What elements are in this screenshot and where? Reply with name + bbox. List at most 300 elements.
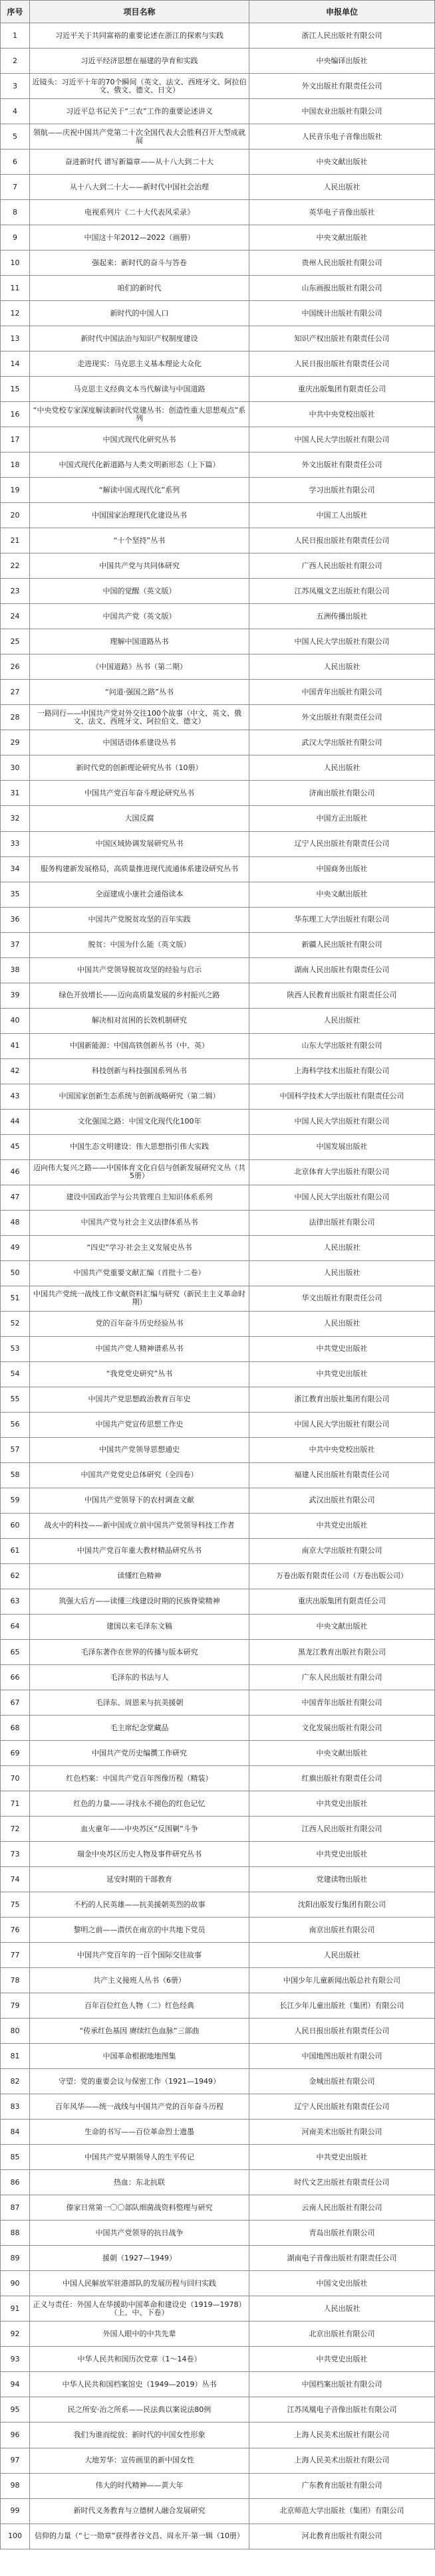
row-project-title: 中国共产党宣传思想工作史: [30, 1412, 249, 1437]
table-row: [1, 1741, 435, 1766]
row-project-title: 习近平经济思想在福建的孕育和实践: [30, 49, 249, 74]
row-publisher: 云南人民出版社有限公司: [249, 2195, 435, 2221]
row-publisher: 中央文献出版社: [249, 225, 435, 250]
row-publisher: 万卷出版有限责任公司（万卷出版公司）: [249, 1563, 435, 1589]
row-project-title: 中国共产党党史总体研究（全四卷）: [30, 1462, 249, 1488]
row-seq: 13: [1, 326, 30, 351]
row-seq: 58: [1, 1462, 30, 1488]
row-project-title: 文化强国之路：中国文化现代化100年: [30, 1109, 249, 1134]
row-publisher: 中国人民大学出版社有限公司: [249, 1109, 435, 1134]
row-project-title: 毛泽东、周恩来与抗美援朝: [30, 1690, 249, 1716]
row-publisher: 中共党史出版社: [249, 2145, 435, 2170]
row-seq: 10: [1, 250, 30, 276]
row-seq: 75: [1, 1892, 30, 1918]
row-seq: 39: [1, 983, 30, 1008]
row-seq: 7: [1, 175, 30, 200]
row-project-title: 毛主席纪念堂藏品: [30, 1716, 249, 1741]
table-row: [1, 402, 435, 427]
row-publisher: 党建读物出版社: [249, 1867, 435, 1892]
row-publisher: 中国统计出版社有限公司: [249, 301, 435, 326]
table-row: [1, 225, 435, 250]
table-row: [1, 1008, 435, 1033]
row-publisher: 中国农业出版社有限公司: [249, 99, 435, 124]
row-project-title: 新时代党的创新理论研究丛书（10册）: [30, 755, 249, 781]
table-row: [1, 1589, 435, 1614]
table-row: [1, 806, 435, 831]
row-publisher: 中央文献出版社: [249, 149, 435, 175]
table-row: [1, 882, 435, 907]
row-project-title: 全面建成小康社会通俗读本: [30, 882, 249, 907]
row-seq: 18: [1, 452, 30, 478]
row-publisher: 重庆出版集团有限责任公司: [249, 377, 435, 402]
row-seq: 36: [1, 907, 30, 932]
row-project-title: 傣家日常第一〇〇部队细菌战资料整理与研究: [30, 2195, 249, 2221]
row-publisher: 湖南人民出版社有限责任公司: [249, 957, 435, 983]
table-row: [1, 2120, 435, 2145]
row-seq: 41: [1, 1033, 30, 1058]
row-project-title: 中国共产党领导脱贫攻坚的经验与启示: [30, 957, 249, 983]
row-project-title: “解读中国式现代化”系列: [30, 478, 249, 503]
row-publisher: 南京大学出版社有限公司: [249, 1538, 435, 1563]
table-row: [1, 23, 435, 49]
row-seq: 82: [1, 2069, 30, 2094]
table-row: [1, 1690, 435, 1716]
row-publisher: 辽宁人民出版社有限责任公司: [249, 831, 435, 856]
table-row: [1, 49, 435, 74]
row-publisher: 人民音乐电子音像出版社: [249, 124, 435, 149]
table-row: [1, 2322, 435, 2347]
table-row: [1, 1361, 435, 1387]
row-publisher: 人民出版社: [249, 1260, 435, 1286]
table-row: [1, 377, 435, 402]
row-seq: 91: [1, 2296, 30, 2322]
row-seq: 54: [1, 1361, 30, 1387]
row-project-title: 强起来：新时代的奋斗与答卷: [30, 250, 249, 276]
row-project-title: 中国共产党百年重大教材精品研究丛书: [30, 1538, 249, 1563]
table-row: [1, 2246, 435, 2271]
row-seq: 24: [1, 604, 30, 629]
row-seq: 77: [1, 1943, 30, 1968]
row-publisher: 中国人民大学出版社有限公司: [249, 1412, 435, 1437]
row-seq: 83: [1, 2094, 30, 2120]
row-seq: 38: [1, 957, 30, 983]
row-seq: 52: [1, 1311, 30, 1336]
row-project-title: 《中国道路》丛书（第二期）: [30, 654, 249, 680]
row-seq: 26: [1, 654, 30, 680]
header-publisher: 申报单位: [249, 1, 435, 23]
row-publisher: 时代文艺出版社有限责任公司: [249, 2170, 435, 2195]
row-project-title: 延安时期的干部教育: [30, 1867, 249, 1892]
row-seq: 17: [1, 427, 30, 452]
row-seq: 35: [1, 882, 30, 907]
row-project-title: 奋进新时代 谱写新篇章——从十八大到二十大: [30, 149, 249, 175]
row-seq: 11: [1, 276, 30, 301]
row-project-title: 中国国家治理现代化建设丛书: [30, 503, 249, 528]
table-row: [1, 1058, 435, 1084]
row-project-title: 中国共产党思想政治教育百年史: [30, 1387, 249, 1412]
row-publisher: 中国文史出版社: [249, 2271, 435, 2296]
row-project-title: 中国式现代化研究丛书: [30, 427, 249, 452]
row-seq: 97: [1, 2448, 30, 2473]
row-project-title: 中国式现代化新道路与人类文明新形态（上下篇）: [30, 452, 249, 478]
row-project-title: 从十八大到二十大——新时代中国社会治理: [30, 175, 249, 200]
row-seq: 86: [1, 2170, 30, 2195]
row-publisher: 中国发展出版社: [249, 1134, 435, 1159]
row-seq: 70: [1, 1766, 30, 1791]
row-seq: 60: [1, 1513, 30, 1538]
table-row: [1, 1867, 435, 1892]
row-publisher: 法律出版社有限公司: [249, 1210, 435, 1235]
row-publisher: 江西人民出版社有限公司: [249, 1817, 435, 1842]
table-row: [1, 1387, 435, 1412]
row-project-title: 百年风华——统一战线与中国共产党的百年奋斗历程: [30, 2094, 249, 2120]
row-publisher: 上海人民美术出版社有限公司: [249, 2448, 435, 2473]
row-publisher: 华东理工大学出版社有限公司: [249, 907, 435, 932]
row-project-title: 共产主义接班人丛书（6册）: [30, 1968, 249, 1993]
table-body: [1, 23, 435, 2549]
row-seq: 4: [1, 99, 30, 124]
row-project-title: 中国这十年2012—2022（画册）: [30, 225, 249, 250]
table-row: [1, 2423, 435, 2448]
table-row: [1, 1033, 435, 1058]
row-publisher: 人民出版社: [249, 175, 435, 200]
row-seq: 65: [1, 1640, 30, 1665]
row-seq: 56: [1, 1412, 30, 1437]
row-seq: 94: [1, 2372, 30, 2397]
row-publisher: 五洲传播出版社: [249, 604, 435, 629]
row-seq: 69: [1, 1741, 30, 1766]
row-project-title: “四史”学习·社会主义发展史丛书: [30, 1235, 249, 1260]
row-seq: 49: [1, 1235, 30, 1260]
table-row: [1, 1943, 435, 1968]
table-row: [1, 1640, 435, 1665]
row-seq: 34: [1, 856, 30, 882]
row-seq: 62: [1, 1563, 30, 1589]
table-row: [1, 427, 435, 452]
table-row: [1, 1134, 435, 1159]
row-project-title: 新时代义务教育与立德树人融合发展研究: [30, 2498, 249, 2524]
row-publisher: 人民出版社: [249, 755, 435, 781]
row-project-title: 中国共产党百年的一百个国际交往故事: [30, 1943, 249, 1968]
row-project-title: 筑强大后方——读懂三线建设时期的民族脊梁精神: [30, 1589, 249, 1614]
table-row: [1, 2473, 435, 2498]
row-project-title: 正义与责任：外国人在华援助中国革命和建设史（1919—1978）（上、中、下卷）: [30, 2296, 249, 2322]
row-publisher: 上海人民美术出版社有限公司: [249, 2423, 435, 2448]
table-row: [1, 1665, 435, 1690]
table-row: [1, 2524, 435, 2549]
row-seq: 25: [1, 629, 30, 654]
table-row: [1, 1513, 435, 1538]
row-project-title: 中国共产党脱贫攻坚的百年实践: [30, 907, 249, 932]
row-project-title: 中国共产党早期领导人的生平传记: [30, 2145, 249, 2170]
table-row: [1, 1462, 435, 1488]
row-publisher: 中国人民大学出版社有限公司: [249, 427, 435, 452]
row-seq: 3: [1, 74, 30, 99]
row-seq: 40: [1, 1008, 30, 1033]
table-row: [1, 856, 435, 882]
row-publisher: 河南美术出版社有限公司: [249, 2120, 435, 2145]
row-project-title: 领航——庆祝中国共产党第二十次全国代表大会胜利召开大型成就展: [30, 124, 249, 149]
row-publisher: 北京师范大学出版社（集团）有限公司: [249, 2498, 435, 2524]
row-project-title: 电视系列片《二十大代表风采录》: [30, 200, 249, 225]
row-project-title: 习近平关于共同富裕的重要论述在浙江的探索与实践: [30, 23, 249, 49]
table-row: [1, 680, 435, 705]
row-publisher: 人民出版社: [249, 654, 435, 680]
row-project-title: 中国话语体系建设丛书: [30, 730, 249, 755]
row-seq: 33: [1, 831, 30, 856]
row-project-title: 中国共产党领导的抗日战争: [30, 2221, 249, 2246]
row-seq: 30: [1, 755, 30, 781]
row-project-title: “中央党校专家深度解读新时代党建丛书：创造性重大思想观点”系列: [30, 402, 249, 427]
table-row: [1, 2498, 435, 2524]
row-publisher: 中国档案出版社有限公司: [249, 2372, 435, 2397]
row-seq: 27: [1, 680, 30, 705]
row-publisher: 山东大学出版社有限公司: [249, 1033, 435, 1058]
row-seq: 53: [1, 1336, 30, 1361]
row-publisher: 中共党史出版社: [249, 2347, 435, 2372]
table-header: [1, 1, 435, 23]
row-seq: 15: [1, 377, 30, 402]
row-project-title: 毛泽东著作在世界的传播与版本研究: [30, 1640, 249, 1665]
row-project-title: 习近平总书记关于“三农”工作的重要论述讲义: [30, 99, 249, 124]
table-row: [1, 1286, 435, 1311]
row-publisher: 金城出版社有限公司: [249, 2069, 435, 2094]
row-publisher: 湖南电子音像出版社有限责任公司: [249, 2246, 435, 2271]
row-seq: 72: [1, 1817, 30, 1842]
header-row: [1, 1, 435, 23]
row-seq: 68: [1, 1716, 30, 1741]
row-seq: 61: [1, 1538, 30, 1563]
row-project-title: 血火童年——中央苏区“反围剿”斗争: [30, 1817, 249, 1842]
row-seq: 31: [1, 781, 30, 806]
row-publisher: 知识产权出版社有限责任公司: [249, 326, 435, 351]
row-publisher: 红旗出版社有限责任公司: [249, 1766, 435, 1791]
row-seq: 84: [1, 2120, 30, 2145]
table-row: [1, 175, 435, 200]
row-seq: 95: [1, 2397, 30, 2423]
row-project-title: 走进现实：马克思主义基本理论大众化: [30, 351, 249, 377]
row-seq: 66: [1, 1665, 30, 1690]
table-row: [1, 326, 435, 351]
row-project-title: 中国共产党重要文献汇编（首批十二卷）: [30, 1260, 249, 1286]
row-project-title: 外国人眼中的中共先辈: [30, 2322, 249, 2347]
row-project-title: 中国共产党统一战线工作文献资料汇编与研究（新民主主义革命时期）: [30, 1286, 249, 1311]
row-seq: 19: [1, 478, 30, 503]
row-project-title: 生命的书写——百位革命烈士遗墨: [30, 2120, 249, 2145]
row-publisher: 山东画报出版社有限公司: [249, 276, 435, 301]
row-seq: 79: [1, 1993, 30, 2019]
table-row: [1, 1716, 435, 1741]
row-project-title: 中国的觉醒（英文版）: [30, 579, 249, 604]
row-publisher: 重庆出版集团有限责任公司: [249, 1589, 435, 1614]
row-seq: 46: [1, 1159, 30, 1185]
table-row: [1, 276, 435, 301]
row-project-title: 中国生态文明建设：伟大思想指引伟大实践: [30, 1134, 249, 1159]
row-publisher: 中国人民大学出版社有限公司: [249, 1185, 435, 1210]
row-seq: 71: [1, 1791, 30, 1817]
row-seq: 22: [1, 553, 30, 579]
table-row: [1, 149, 435, 175]
row-project-title: 读懂红色精神: [30, 1563, 249, 1589]
row-project-title: 绿色开放增长——迈向高质量发展的乡村振兴之路: [30, 983, 249, 1008]
table-row: [1, 1993, 435, 2019]
table-row: [1, 831, 435, 856]
row-project-title: 毛泽东的书法与人: [30, 1665, 249, 1690]
row-project-title: 伟大的时代精神——黄大年: [30, 2473, 249, 2498]
row-publisher: 河北教育出版社有限公司: [249, 2524, 435, 2549]
table-row: [1, 1336, 435, 1361]
table-row: [1, 1488, 435, 1513]
row-seq: 73: [1, 1842, 30, 1867]
row-project-title: 中国国家创新生态系统与创新战略研究（第二辑）: [30, 1084, 249, 1109]
row-publisher: 中国少年儿童新闻出版总社有限公司: [249, 1968, 435, 1993]
table-row: [1, 730, 435, 755]
row-seq: 9: [1, 225, 30, 250]
table-row: [1, 2347, 435, 2372]
row-publisher: 武汉大学出版社有限公司: [249, 730, 435, 755]
row-project-title: 中国新能源：中国高铁创新丛书（中、英）: [30, 1033, 249, 1058]
table-row: [1, 1563, 435, 1589]
row-publisher: 广东人民出版社有限公司: [249, 1665, 435, 1690]
row-seq: 32: [1, 806, 30, 831]
row-project-title: 援朝（1927—1949）: [30, 2246, 249, 2271]
row-project-title: 中国共产党（英文版）: [30, 604, 249, 629]
row-publisher: 中国方正出版社: [249, 806, 435, 831]
table-row: [1, 1892, 435, 1918]
table-row: [1, 1109, 435, 1134]
row-publisher: 外文出版社有限责任公司: [249, 452, 435, 478]
row-seq: 28: [1, 705, 30, 730]
row-project-title: 中国共产党人精神谱系丛书: [30, 1336, 249, 1361]
row-seq: 16: [1, 402, 30, 427]
table-row: [1, 1614, 435, 1639]
row-project-title: 大国反腐: [30, 806, 249, 831]
row-seq: 43: [1, 1084, 30, 1109]
row-seq: 96: [1, 2423, 30, 2448]
table-row: [1, 478, 435, 503]
row-publisher: 人民出版社: [249, 1311, 435, 1336]
table-row: [1, 2397, 435, 2423]
row-publisher: 上海科学技术出版社有限公司: [249, 1058, 435, 1084]
row-publisher: 浙江教育出版社集团有限公司: [249, 1387, 435, 1412]
row-publisher: 中国青年出版社有限公司: [249, 680, 435, 705]
table-row: [1, 1538, 435, 1563]
row-project-title: 不朽的人民英雄——抗美援朝英烈的故事: [30, 1892, 249, 1918]
row-publisher: 江苏凤凰电子音像出版社有限公司: [249, 2397, 435, 2423]
row-publisher: 中央文献出版社: [249, 882, 435, 907]
row-publisher: 中央编译出版社: [249, 49, 435, 74]
table-row: [1, 2195, 435, 2221]
table-row: [1, 1437, 435, 1462]
table-row: [1, 1084, 435, 1109]
row-seq: 6: [1, 149, 30, 175]
row-project-title: 马克思主义经典文本当代解读与中国道路: [30, 377, 249, 402]
row-seq: 55: [1, 1387, 30, 1412]
row-publisher: 中国工人出版社: [249, 503, 435, 528]
row-seq: 74: [1, 1867, 30, 1892]
row-publisher: 武汉出版社有限公司: [249, 1488, 435, 1513]
row-project-title: 服务构建新发展格局，高质量推进现代流通体系建设研究丛书: [30, 856, 249, 882]
row-project-title: 解决相对贫困的长效机制研究: [30, 1008, 249, 1033]
row-publisher: 广西人民出版社有限公司: [249, 553, 435, 579]
row-seq: 80: [1, 2019, 30, 2044]
row-seq: 57: [1, 1437, 30, 1462]
row-publisher: 英华电子音像出版社: [249, 200, 435, 225]
table-row: [1, 250, 435, 276]
row-publisher: 济南出版社有限公司: [249, 781, 435, 806]
row-project-title: 大地芳华：宣传画里的新中国女性: [30, 2448, 249, 2473]
row-seq: 23: [1, 579, 30, 604]
table-row: [1, 2271, 435, 2296]
row-seq: 48: [1, 1210, 30, 1235]
row-publisher: 外文出版社有限责任公司: [249, 705, 435, 730]
table-row: [1, 452, 435, 478]
table-row: [1, 2448, 435, 2473]
table-row: [1, 1791, 435, 1817]
row-publisher: 人民日报出版社有限责任公司: [249, 528, 435, 553]
row-seq: 14: [1, 351, 30, 377]
table-row: [1, 1185, 435, 1210]
table-row: [1, 983, 435, 1008]
row-seq: 78: [1, 1968, 30, 1993]
table-row: [1, 781, 435, 806]
row-seq: 44: [1, 1109, 30, 1134]
row-project-title: 中华人民共和国档案馆史（1949—2019）丛书: [30, 2372, 249, 2397]
row-project-title: 中国共产党领导思想通史: [30, 1437, 249, 1462]
table-row: [1, 1260, 435, 1286]
row-seq: 90: [1, 2271, 30, 2296]
row-seq: 29: [1, 730, 30, 755]
row-seq: 98: [1, 2473, 30, 2498]
table-row: [1, 200, 435, 225]
row-publisher: 黑龙江教育出版社有限公司: [249, 1640, 435, 1665]
row-seq: 63: [1, 1589, 30, 1614]
table-row: [1, 705, 435, 730]
row-publisher: 中共党史出版社: [249, 1361, 435, 1387]
row-publisher: 华文出版社有限责任公司: [249, 1286, 435, 1311]
table-row: [1, 2044, 435, 2069]
row-seq: 85: [1, 2145, 30, 2170]
row-seq: 42: [1, 1058, 30, 1084]
table-row: [1, 604, 435, 629]
row-publisher: 人民出版社: [249, 1235, 435, 1260]
row-seq: 47: [1, 1185, 30, 1210]
table-row: [1, 1311, 435, 1336]
row-project-title: 中国共产党与共同体研究: [30, 553, 249, 579]
row-publisher: 人民出版社: [249, 1008, 435, 1033]
row-seq: 87: [1, 2195, 30, 2221]
table-row: [1, 654, 435, 680]
row-publisher: 陕西人民教育出版社有限责任公司: [249, 983, 435, 1008]
header-seq: 序号: [1, 1, 30, 23]
table-row: [1, 2221, 435, 2246]
row-publisher: 长江少年儿童出版社（集团）有限公司: [249, 1993, 435, 2019]
row-publisher: 文化发展出版社有限公司: [249, 1716, 435, 1741]
row-project-title: 瑞金中央苏区历史人物及事件研究丛书: [30, 1842, 249, 1867]
row-publisher: 江苏凤凰文艺出版社有限公司: [249, 579, 435, 604]
table-row: [1, 553, 435, 579]
table-row: [1, 503, 435, 528]
table-row: [1, 1766, 435, 1791]
row-publisher: 中国商务出版社: [249, 856, 435, 882]
row-project-title: 中国革命根据地地图集: [30, 2044, 249, 2069]
row-publisher: 中共中央党校出版社: [249, 402, 435, 427]
row-project-title: 黎明之前——潜伏在南京的中共地下党员: [30, 1918, 249, 1943]
row-project-title: 中国共产党与社会主义法律体系丛书: [30, 1210, 249, 1235]
table-row: [1, 301, 435, 326]
row-seq: 100: [1, 2524, 30, 2549]
row-publisher: 人民日报出版社有限责任公司: [249, 2019, 435, 2044]
